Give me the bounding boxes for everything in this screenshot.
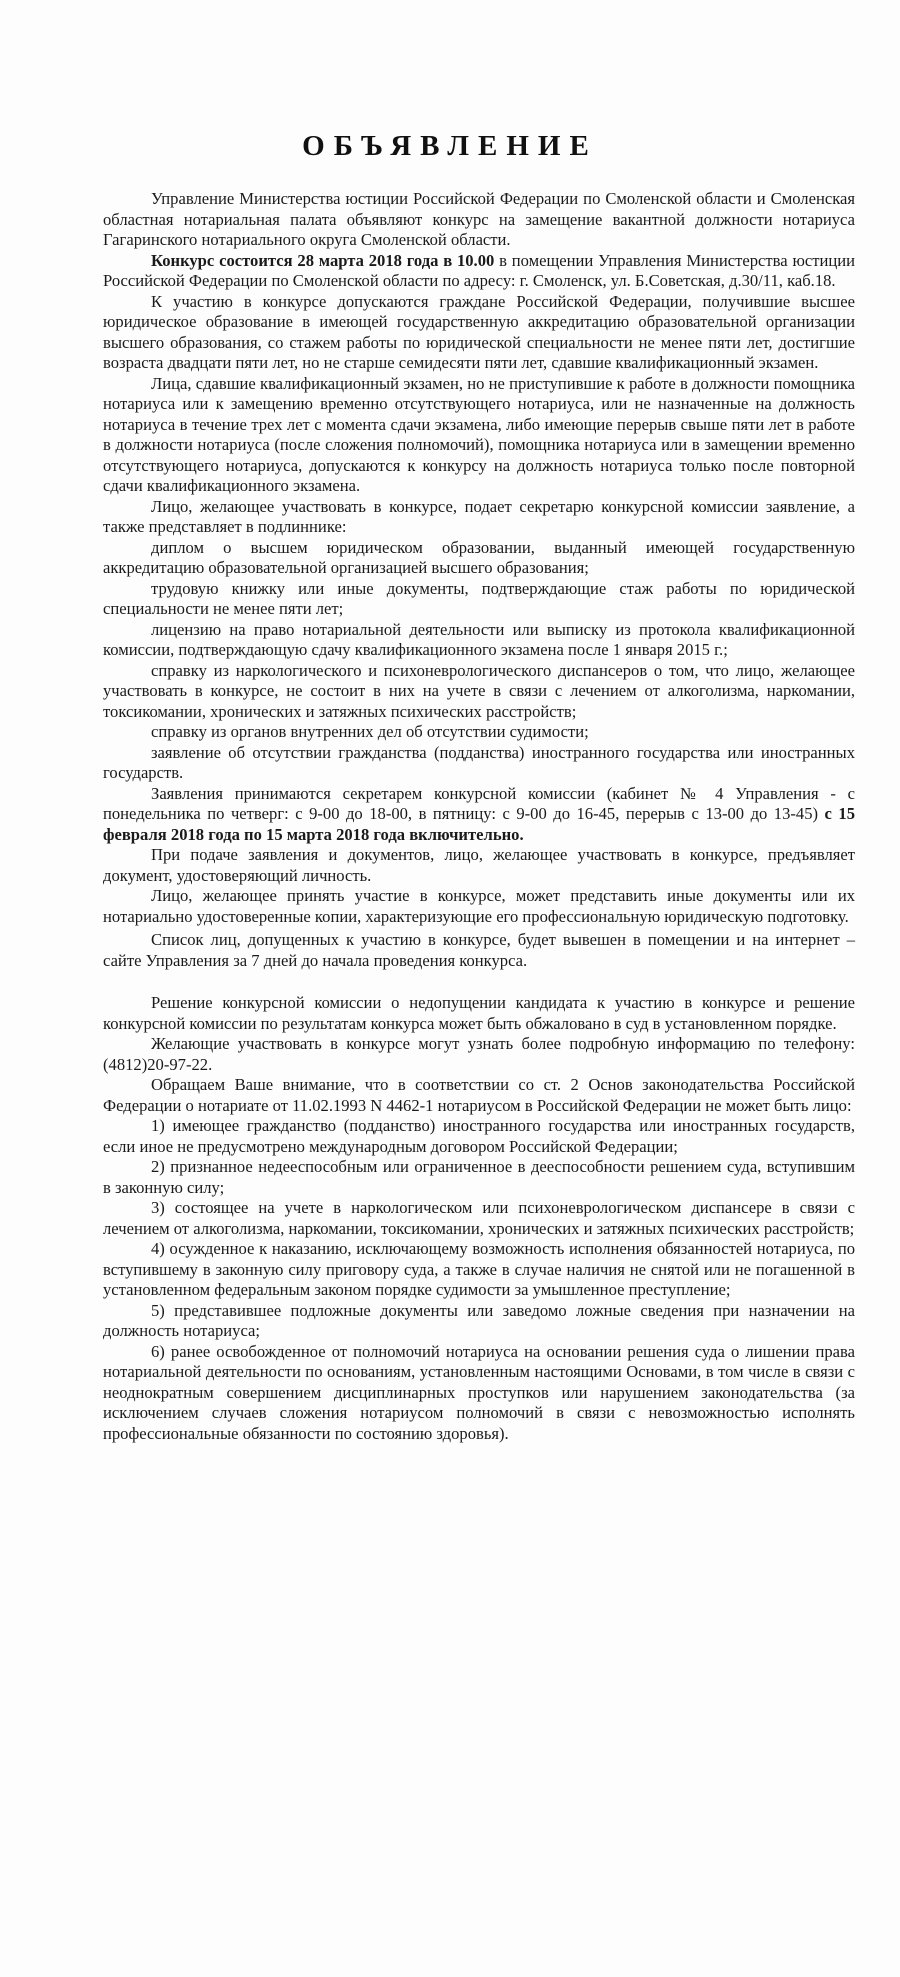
paragraph-restrictions-intro: Обращаем Ваше внимание, что в соответствии со ст. 2 Основ законодательства Российской Федерации о нотариате от 11.02.1993 N 4462-1 нотариусом в Российской Федерации не может быть лицо: [103,1075,855,1115]
doc-list-item: лицензию на право нотариальной деятельности или выписку из протокола квалификационной комиссии, подтверждающую сдачу квалификационного экзамена после 1 января 2015 г.; [103,619,855,659]
document-title: ОБЪЯВЛЕНИЕ [302,130,598,162]
doc-list-item: диплом о высшем юридическом образовании, выданный имеющей государственную аккредитацию образовательной организацией высшего образования; [103,537,855,577]
paragraph-other-docs: Лицо, желающее принять участие в конкурсе, может представить иные документы или их нотариально удостоверенные копии, характеризующие его профессиональную юридическую подготовку. [103,886,855,926]
doc-list-item: заявление об отсутствии гражданства (подданства) иностранного государства или иностранных государств. [103,742,855,782]
paragraph-reexam: Лица, сдавшие квалификационный экзамен, но не приступившие к работе в должности помощника нотариуса или к замещению временно отсутствующего нотариуса, или не назначенные на должность нотариуса в течение трех лет с момента сдачи экзамена, либо имеющие перерыв свыше пяти лет в работе в должности нотариуса (после сложения полномочий), помощника нотариуса или в замещении временно отсутствующего нотариуса, допускаются к конкурсу на должность нотариуса только после повторной сдачи квалификационного экзамена. [103,373,855,495]
restriction-item: 2) признанное недееспособным или ограниченное в дееспособности решением суда, вступившим в законную силу; [103,1157,855,1197]
paragraph-phone: Желающие участвовать в конкурсе могут узнать более подробную информацию по телефону: (4812)20-97-22. [103,1034,855,1074]
paragraph-application: Лицо, желающее участвовать в конкурсе, подает секретарю конкурсной комиссии заявление, а также представляет в подлиннике: [103,496,855,536]
paragraph-appeal: Решение конкурсной комиссии о недопущении кандидата к участию в конкурсе и решение конкурсной комиссии по результатам конкурса может быть обжаловано в суд в установленном порядке. [103,993,855,1033]
paragraph-intro: Управление Министерства юстиции Российской Федерации по Смоленской области и Смоленская областная нотариальная палата объявляют конкурс на замещение вакантной должности нотариуса Гагаринского нотариального округа Смоленской области. [103,189,855,249]
doc-list-item: трудовую книжку или иные документы, подтверждающие стаж работы по юридической специальности не менее пяти лет; [103,578,855,618]
acceptance-hours: Заявления принимаются секретарем конкурсной комиссии (кабинет № 4 Управления - с понедельника по четверг: с 9-00 до 18-00, в пятницу: с 9-00 до 16-45, перерыв с 13-00 до 13-45) [103,783,855,823]
paragraph-identity: При подаче заявления и документов, лицо, желающее участвовать в конкурсе, предъявляет документ, удостоверяющий личность. [103,845,855,885]
paragraph-acceptance-schedule [103,784,855,846]
document-body [103,189,855,1444]
paragraph-admitted-list: Список лиц, допущенных к участию в конкурсе, будет вывешен в помещении и на интернет – сайте Управления за 7 дней до начала проведения конкурса. [103,930,855,970]
doc-list-item: справку из наркологического и психоневрологического диспансеров о том, что лицо, желающее участвовать в конкурсе, не состоит в них на учете в связи с лечением от алкоголизма, наркомании, токсикомании, хронических и затяжных психических расстройств; [103,660,855,721]
restriction-item: 6) ранее освобожденное от полномочий нотариуса на основании решения суда о лишении права нотариальной деятельности по основаниям, установленным настоящими Основами, в том числе в связи с неоднократным совершением дисциплинарных проступков или нарушением законодательства (за исключением случаев сложения нотариусом полномочий в связи с невозможностью исполнять профессиональные обязанности по состоянию здоровья). [103,1341,855,1443]
paragraph-contest-date [103,251,855,292]
restriction-item: 1) имеющее гражданство (подданство) иностранного государства или иностранных государств, если иное не предусмотрено международным договором Российской Федерации; [103,1116,855,1156]
restriction-item: 3) состоящее на учете в наркологическом или психоневрологическом диспансере в связи с лечением от алкоголизма, наркомании, токсикомании, хронических и затяжных психических расстройств; [103,1198,855,1238]
restriction-item: 4) осужденное к наказанию, исключающему возможность исполнения обязанностей нотариуса, по вступившему в законную силу приговору суда, а также в случае наличия не снятой или не погашенной в установленном федеральным законом порядке судимости за умышленное преступление; [103,1239,855,1299]
contest-date-bold: Конкурс состоится 28 марта 2018 года в 10.00 [151,250,495,270]
acceptance-dates-bold: с 15 февраля 2018 года по 15 марта 2018 года включительно. [103,804,855,844]
paragraph-eligibility: К участию в конкурсе допускаются граждане Российской Федерации, получившие высшее юридическое образование в имеющей государственную аккредитацию образовательной организации высшего образования, со стажем работы по юридической специальности не менее пяти лет, достигшие возраста двадцати пяти лет, но не старше семидесяти пяти лет, сдавшие квалификационный экзамен. [103,291,855,372]
doc-list-item: справку из органов внутренних дел об отсутствии судимости; [151,722,589,741]
restriction-item: 5) представившее подложные документы или заведомо ложные сведения при назначении на должность нотариуса; [103,1300,855,1340]
contest-location: в помещении Управления Министерства юстиции Российской Федерации по Смоленской области по адресу: г. Смоленск, ул. Б.Советская, д.30/11, каб.18. [103,250,855,290]
